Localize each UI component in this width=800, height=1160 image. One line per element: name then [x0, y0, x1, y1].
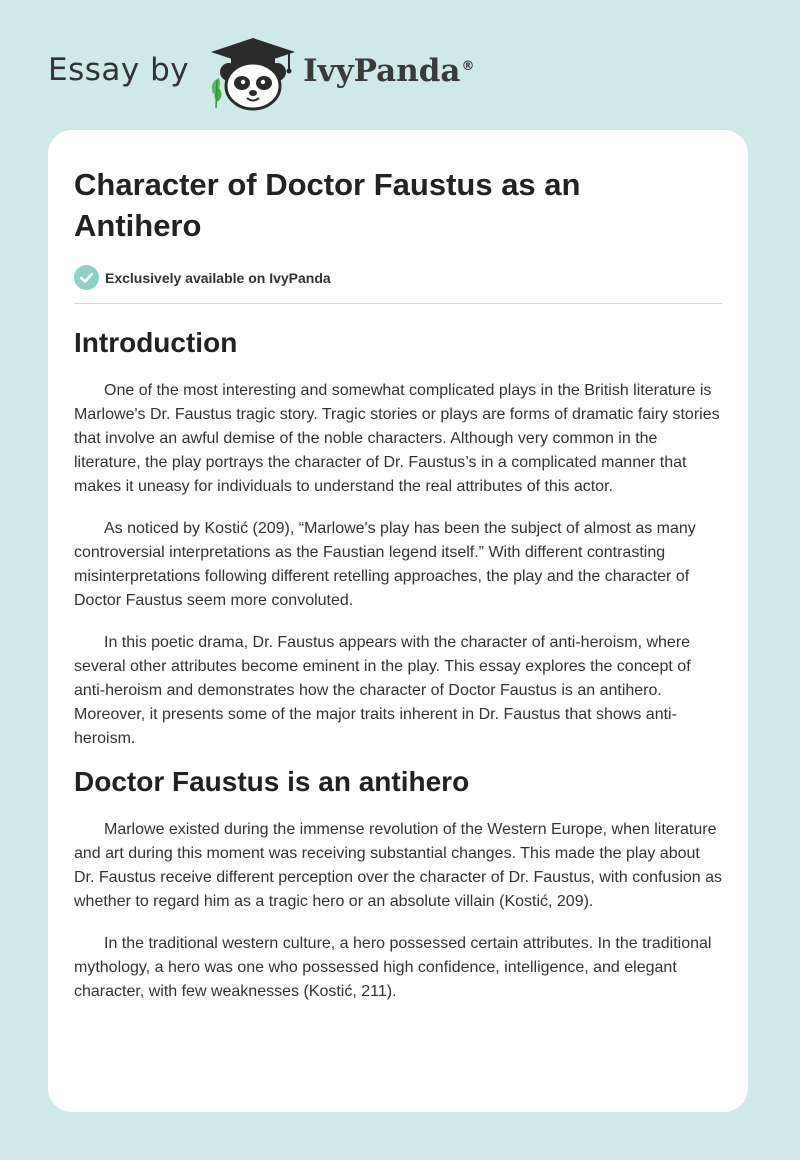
page-title: Character of Doctor Faustus as an Antihero [74, 167, 581, 243]
registered-mark: ® [461, 58, 475, 74]
section-heading-introduction: Introduction [74, 327, 238, 358]
check-circle-icon [74, 265, 99, 290]
section-heading-antihero: Doctor Faustus is an antihero [74, 766, 470, 797]
brand-name: IvyPanda® [303, 53, 475, 89]
paragraph: As noticed by Kostić (209), “Marlowe's play has been the subject of almost as many controversial interpretations as the Faustian legend itself.” With different contrasting misinterpretations following different retelling approaches, the play and the character of Doctor Faustus seem more convoluted. [74, 520, 696, 609]
paragraph: In this poetic drama, Dr. Faustus appears with the character of anti-heroism, where several other attributes become eminent in the play. This essay explores the concept of anti-heroism and demonstrates how the character of Doctor Faustus is an antihero. Moreover, it presents some of the major traits inherent in Dr. Faustus that shows anti-heroism. [74, 634, 691, 747]
paragraph: One of the most interesting and somewhat complicated plays in the British literature is Marlowe's Dr. Faustus tragic story. Tragic stories or plays are forms of dramatic fairy stories that involve an awful demise of the noble characters. Although very common in the literature, the play portrays the character of Dr. Faustus’s in a complicated manner that makes it uneasy for individuals to understand the real attributes of this actor. [74, 382, 720, 495]
paragraph: Marlowe existed during the immense revolution of the Western Europe, when literature and art during this moment was receiving substantial changes. This made the play about Dr. Faustus receive different perception over the character of Dr. Faustus, with confusion as whether to regard him as a tragic hero or an absolute villain (Kostić, 209). [74, 821, 723, 910]
essay-card [48, 130, 748, 1112]
site-header-brand[interactable] [48, 34, 475, 114]
brand-prefix: Essay by [48, 52, 190, 88]
panda-graduation-cap-icon [207, 36, 299, 112]
paragraph: In the traditional western culture, a hero possessed certain attributes. In the traditional mythology, a hero was one who possessed high confidence, intelligence, and elegant character, with few weaknesses (Kostić, 211). [74, 935, 712, 1000]
exclusive-badge [74, 265, 722, 290]
divider [74, 303, 722, 304]
exclusive-badge-label: Exclusively available on IvyPanda [105, 269, 331, 286]
